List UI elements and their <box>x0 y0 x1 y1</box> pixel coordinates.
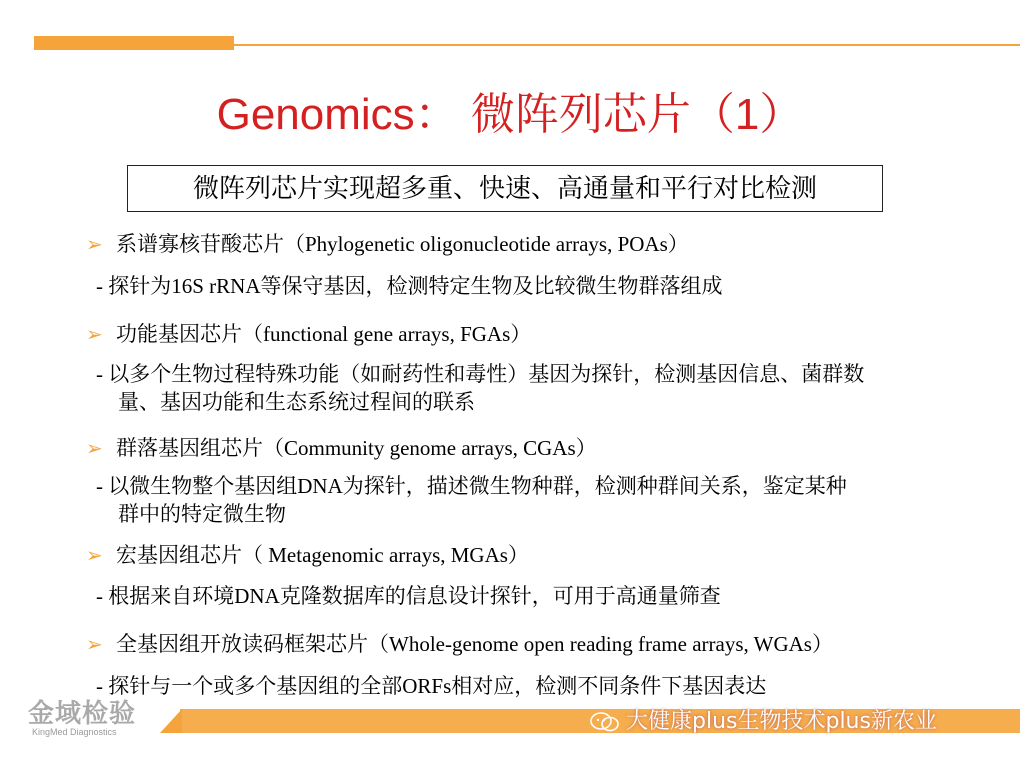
bullet-item-poa <box>86 228 689 258</box>
bullet-arrow-icon: ➢ <box>86 232 103 256</box>
bullet-desc-cga <box>96 472 946 528</box>
desc-line: - 探针为16S rRNA等保守基因，检测特定生物及比较微生物群落组成 <box>96 274 723 298</box>
logo-cn-text: 金域检验 <box>28 699 137 729</box>
bullet-arrow-icon: ➢ <box>86 322 103 346</box>
kingmed-logo <box>28 693 158 743</box>
bullet-heading: 系谱寡核苷酸芯片（Phylogenetic oligonucleotide arrays, POAs） <box>116 232 689 256</box>
subtitle-box: 微阵列芯片实现超多重、快速、高通量和平行对比检测 <box>127 165 883 212</box>
bullet-heading: 群落基因组芯片（Community genome arrays, CGAs） <box>116 436 597 460</box>
bullet-desc-wga <box>96 672 946 700</box>
bullet-item-cga <box>86 432 597 462</box>
top-accent-band <box>34 36 234 50</box>
desc-line: - 探针与一个或多个基因组的全部ORFs相对应，检测不同条件下基因表达 <box>96 674 767 698</box>
desc-line: - 以微生物整个基因组DNA为探针，描述微生物种群，检测种群间关系，鉴定某种 <box>96 474 847 498</box>
desc-line: - 以多个生物过程特殊功能（如耐药性和毒性）基因为探针，检测基因信息、菌群数 <box>96 362 865 386</box>
bullet-desc-fga <box>96 360 946 416</box>
top-accent-bar <box>0 32 1020 54</box>
desc-line-continued: 群中的特定微生物 <box>118 502 286 526</box>
bullet-arrow-icon: ➢ <box>86 436 103 460</box>
wechat-icon <box>590 712 620 732</box>
bullet-item-mga <box>86 539 529 569</box>
slide-title: Genomics： 微阵列芯片（1） <box>216 90 804 139</box>
bullet-heading: 宏基因组芯片（ Metagenomic arrays, MGAs） <box>116 543 529 567</box>
bullet-heading: 功能基因芯片（functional gene arrays, FGAs） <box>116 322 532 346</box>
desc-line: - 根据来自环境DNA克隆数据库的信息设计探针，可用于高通量筛查 <box>96 584 721 608</box>
bottom-accent-slant <box>160 709 182 733</box>
desc-line-continued: 量、基因功能和生态系统过程间的联系 <box>118 390 475 414</box>
logo-en-text: KingMed Diagnostics <box>32 727 117 737</box>
bullet-arrow-icon: ➢ <box>86 543 103 567</box>
bullet-item-fga <box>86 318 531 348</box>
bullet-desc-poa <box>96 272 946 300</box>
watermark <box>590 704 937 735</box>
watermark-text: 大健康plus生物技术plus新农业 <box>626 709 937 734</box>
bullet-arrow-icon: ➢ <box>86 632 103 656</box>
top-accent-line <box>230 44 1020 46</box>
bullet-desc-mga <box>96 582 946 610</box>
bullet-heading: 全基因组开放读码框架芯片（Whole-genome open reading frame arrays, WGAs） <box>116 632 833 656</box>
bullet-item-wga <box>86 628 833 658</box>
